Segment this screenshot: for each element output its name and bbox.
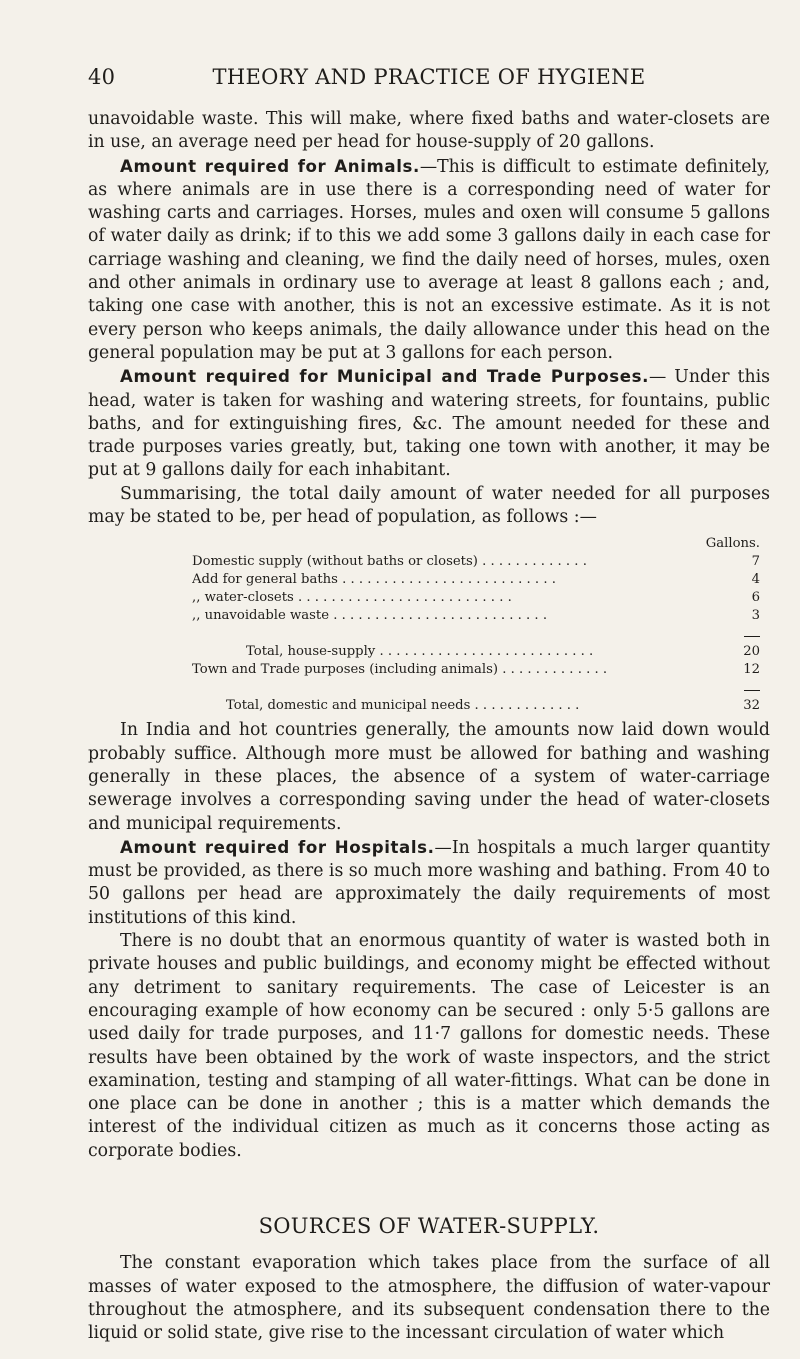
paragraph-hospitals <box>88 836 770 930</box>
run-in-heading: Amount required for Hospitals. <box>120 837 435 857</box>
row-value: 32 <box>743 698 760 714</box>
table-row <box>192 571 760 589</box>
row-value: 3 <box>751 608 760 624</box>
table-unit-header: Gallons. <box>705 536 760 552</box>
run-in-heading: Amount required for Animals. <box>120 156 420 176</box>
row-value: 4 <box>751 572 760 588</box>
leader-dots <box>375 644 484 659</box>
sum-rule <box>744 690 760 691</box>
table-row-grand-total <box>192 697 760 715</box>
table-row-total <box>192 643 760 661</box>
paragraph: Summarising, the total daily amount of water needed for all purposes may be stated to be, per head of population, as follows :— <box>88 483 770 528</box>
paragraph: unavoidable waste. This will make, where fixed baths and water-closets are in use, an average need per head for house-supply of 20 gallons. <box>88 109 770 153</box>
row-label: Total, house-supply <box>246 644 376 660</box>
paragraph: The constant evaporation which takes place from the surface of all masses of water exposed to the atmosphere, the diffusion of water-vapour throughout the atmosphere, and its subsequent condensation there to the liquid or solid state, give rise to the incessant circulation of water which <box>88 1253 770 1344</box>
running-header <box>88 62 770 92</box>
paragraph: In India and hot countries generally, the amounts now laid down would probably suffice. Although more must be allowed for bathing and washing generally in these places, the absence of a system of water-carriage sewerage involves a corresponding saving under the head of water-closets and municipal requirements. <box>88 720 770 834</box>
paragraph-animals <box>88 155 770 366</box>
paragraph-text: — Under this head, water is taken for washing and watering streets, for fountains, public baths, and for extinguishing fires, &c. The amount needed for these and trade purposes varies greatly, but, taking one town with another, it may be put at 9 gallons daily for each inhabitant. <box>88 367 770 481</box>
run-in-heading: Amount required for Municipal and Trade Purposes. <box>120 367 649 387</box>
section-heading: SOURCES OF WATER-SUPPLY. <box>258 1213 600 1238</box>
table-row <box>192 661 760 679</box>
row-label: ,, unavoidable waste <box>192 608 330 624</box>
leader-dots <box>329 608 438 623</box>
leader-dots <box>338 572 447 587</box>
table-row <box>192 553 760 571</box>
table-rule-row <box>192 679 760 697</box>
row-value: 20 <box>743 644 760 660</box>
row-label: Total, domestic and municipal needs <box>226 698 471 714</box>
leader-dots <box>498 662 607 677</box>
row-label: ,, water-closets <box>192 590 294 606</box>
water-supply-table <box>192 535 760 715</box>
leader-dots <box>470 698 579 713</box>
leader-dots <box>294 590 403 605</box>
row-value: 12 <box>743 662 760 678</box>
paragraph-municipal <box>88 365 770 482</box>
row-label: Town and Trade purposes (including animals) <box>192 662 499 678</box>
paragraph-text: —In hospitals a much larger quantity must be provided, as there is so much more washing and bathing. From 40 to 50 gallons per head are approximately the daily requirements of most institutions of this kind. <box>88 837 770 928</box>
row-value: 6 <box>751 590 760 606</box>
row-label: Add for general baths <box>192 572 338 588</box>
leader-dots <box>478 554 587 569</box>
paragraph: There is no doubt that an enormous quantity of water is wasted both in private houses and public buildings, and economy might be effected without any detriment to sanitary requirements. The case of Leicester is an encouraging example of how economy can be secured : only 5·5 gallons are used daily for trade purposes, and 11·7 gallons for domestic needs. These results have been obtained by the work of waste inspectors, and the strict examination, testing and stamping of all water-fittings. What can be done in one place can be done in another ; this is a matter which demands the interest of the individual citizen as much as it concerns those acting as corporate bodies. <box>88 931 770 1161</box>
table-rule-row <box>192 625 760 643</box>
paragraph-text: —This is difficult to estimate definitely, as where animals are in use there is a corresponding need of water for washing carts and carriages. Horses, mules and oxen will consume 5 gallons of water daily as drink; if to this we add some 3 gallons daily in each case for carriage washing and cleaning, we find the daily need of horses, mules, oxen and other animals in ordinary use to average at least 8 gallons each ; and, taking one case with another, this is not an excessive estimate. As it is not every person who keeps animals, the daily allowance under this head on the general population may be put at 3 gallons for each person. <box>88 156 771 363</box>
row-label: Domestic supply (without baths or closets) <box>192 554 478 570</box>
running-title: THEORY AND PRACTICE OF HYGIENE <box>212 65 646 89</box>
sum-rule <box>744 636 760 637</box>
page-body <box>88 108 770 1345</box>
table-row <box>192 607 760 625</box>
row-value: 7 <box>751 554 760 570</box>
page-number: 40 <box>88 65 116 89</box>
table-row <box>192 589 760 607</box>
